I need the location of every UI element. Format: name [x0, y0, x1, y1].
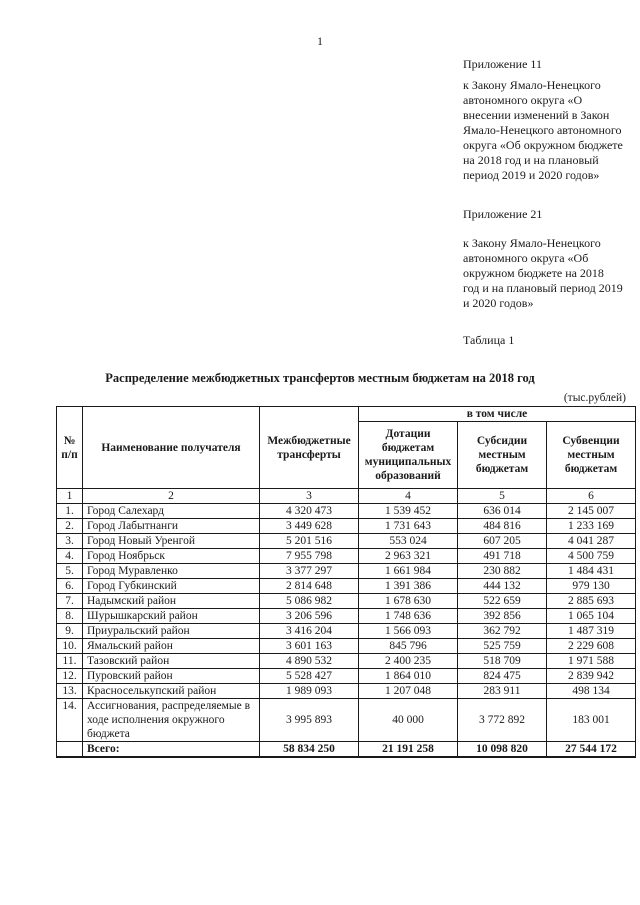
subsidies-value: 522 659 — [458, 594, 547, 609]
recipient-name: Город Салехард — [83, 504, 260, 519]
appendix-11-heading: Приложение 11 — [463, 57, 542, 71]
subsidies-value: 392 856 — [458, 609, 547, 624]
header-name: Наименование получателя — [83, 407, 260, 489]
dotations-value: 1 661 984 — [359, 564, 458, 579]
recipient-name: Тазовский район — [83, 654, 260, 669]
total-row — [57, 742, 636, 758]
table-row — [57, 594, 636, 609]
table-row — [57, 564, 636, 579]
recipient-name: Пуровский район — [83, 669, 260, 684]
recipient-name: Ямальский район — [83, 639, 260, 654]
total-subsidies-value: 10 098 820 — [458, 742, 547, 758]
transfers-value: 7 955 798 — [260, 549, 359, 564]
recipient-name: Ассигнования, распределяемые в ходе исполнения окружного бюджета — [83, 699, 260, 742]
table-row — [57, 699, 636, 742]
appendix-11-text: к Закону Ямало-Ненецкого автономного округа «О внесении изменений в Закон Ямало-Ненецкого автономного округа «Об окружном бюджете на 2018 год и на плановый период 2019 и 2020 годов» — [463, 78, 623, 182]
transfers-value: 3 449 628 — [260, 519, 359, 534]
transfers-value: 5 086 982 — [260, 594, 359, 609]
subventions-value: 1 233 169 — [547, 519, 636, 534]
dotations-value: 1 391 386 — [359, 579, 458, 594]
subsidies-value: 491 718 — [458, 549, 547, 564]
total-label: Всего: — [83, 742, 260, 758]
units-label: (тыс.рублей) — [563, 392, 626, 404]
transfers-value: 4 890 532 — [260, 654, 359, 669]
table-row — [57, 519, 636, 534]
dotations-value: 2 400 235 — [359, 654, 458, 669]
document-title: Распределение межбюджетных трансфертов местным бюджетам на 2018 год — [105, 371, 535, 385]
subventions-value: 2 229 608 — [547, 639, 636, 654]
dotations-value: 1 731 643 — [359, 519, 458, 534]
row-number: 9. — [57, 624, 83, 639]
total-empty — [57, 742, 83, 758]
table-row — [57, 684, 636, 699]
subventions-value: 4 500 759 — [547, 549, 636, 564]
subsidies-value: 607 205 — [458, 534, 547, 549]
dotations-value: 1 864 010 — [359, 669, 458, 684]
header-num: № п/п — [57, 407, 83, 489]
transfers-value: 2 814 648 — [260, 579, 359, 594]
recipient-name: Приуральский район — [83, 624, 260, 639]
subsidies-value: 518 709 — [458, 654, 547, 669]
column-index-row — [57, 489, 636, 504]
subventions-value: 1 065 104 — [547, 609, 636, 624]
recipient-name: Надымский район — [83, 594, 260, 609]
appendix-21-text: к Закону Ямало-Ненецкого автономного округа «Об окружном бюджете на 2018 год и на плановый период 2019 и 2020 годов» — [463, 236, 623, 310]
transfers-value: 3 995 893 — [260, 699, 359, 742]
subsidies-value: 362 792 — [458, 624, 547, 639]
row-number: 14. — [57, 699, 83, 742]
table-row — [57, 579, 636, 594]
subventions-value: 183 001 — [547, 699, 636, 742]
recipient-name: Красноселькупский район — [83, 684, 260, 699]
row-number: 6. — [57, 579, 83, 594]
subsidies-value: 230 882 — [458, 564, 547, 579]
subventions-value: 2 839 942 — [547, 669, 636, 684]
column-index: 2 — [83, 489, 260, 504]
dotations-value: 1 566 093 — [359, 624, 458, 639]
subsidies-value: 3 772 892 — [458, 699, 547, 742]
row-number: 13. — [57, 684, 83, 699]
recipient-name: Город Лабытнанги — [83, 519, 260, 534]
header-subsidies: Субсидии местным бюджетам — [458, 422, 547, 489]
recipient-name: Город Ноябрьск — [83, 549, 260, 564]
table-label: Таблица 1 — [463, 333, 515, 347]
subventions-value: 4 041 287 — [547, 534, 636, 549]
header-dotations: Дотации бюджетам муниципальных образований — [359, 422, 458, 489]
row-number: 7. — [57, 594, 83, 609]
table-row — [57, 639, 636, 654]
dotations-value: 2 963 321 — [359, 549, 458, 564]
column-index: 4 — [359, 489, 458, 504]
transfers-value: 5 201 516 — [260, 534, 359, 549]
transfers-table — [56, 406, 636, 758]
table-row — [57, 624, 636, 639]
dotations-value: 1 207 048 — [359, 684, 458, 699]
dotations-value: 1 539 452 — [359, 504, 458, 519]
table-row — [57, 534, 636, 549]
row-number: 1. — [57, 504, 83, 519]
header-including: в том числе — [359, 407, 636, 422]
subsidies-value: 444 132 — [458, 579, 547, 594]
subventions-value: 979 130 — [547, 579, 636, 594]
row-number: 8. — [57, 609, 83, 624]
total-transfers-value: 58 834 250 — [260, 742, 359, 758]
transfers-value: 4 320 473 — [260, 504, 359, 519]
transfers-value: 3 377 297 — [260, 564, 359, 579]
table-row — [57, 549, 636, 564]
header-subventions: Субвенции местным бюджетам — [547, 422, 636, 489]
subventions-value: 1 484 431 — [547, 564, 636, 579]
transfers-value: 3 416 204 — [260, 624, 359, 639]
recipient-name: Город Новый Уренгой — [83, 534, 260, 549]
row-number: 10. — [57, 639, 83, 654]
total-dotations-value: 21 191 258 — [359, 742, 458, 758]
header-transfers: Межбюджетные трансферты — [260, 407, 359, 489]
subsidies-value: 484 816 — [458, 519, 547, 534]
total-subventions-value: 27 544 172 — [547, 742, 636, 758]
page-number: 1 — [317, 34, 323, 48]
row-number: 11. — [57, 654, 83, 669]
recipient-name: Город Муравленко — [83, 564, 260, 579]
row-number: 5. — [57, 564, 83, 579]
dotations-value: 845 796 — [359, 639, 458, 654]
appendix-21-heading: Приложение 21 — [463, 207, 543, 221]
subventions-value: 2 145 007 — [547, 504, 636, 519]
dotations-value: 40 000 — [359, 699, 458, 742]
row-number: 3. — [57, 534, 83, 549]
subsidies-value: 636 014 — [458, 504, 547, 519]
transfers-value: 5 528 427 — [260, 669, 359, 684]
column-index: 6 — [547, 489, 636, 504]
dotations-value: 1 678 630 — [359, 594, 458, 609]
row-number: 2. — [57, 519, 83, 534]
table-row — [57, 654, 636, 669]
table-row — [57, 609, 636, 624]
column-index: 1 — [57, 489, 83, 504]
row-number: 12. — [57, 669, 83, 684]
subventions-value: 498 134 — [547, 684, 636, 699]
recipient-name: Город Губкинский — [83, 579, 260, 594]
table-row — [57, 669, 636, 684]
subsidies-value: 824 475 — [458, 669, 547, 684]
subsidies-value: 283 911 — [458, 684, 547, 699]
transfers-value: 3 206 596 — [260, 609, 359, 624]
subventions-value: 1 971 588 — [547, 654, 636, 669]
column-index: 3 — [260, 489, 359, 504]
subsidies-value: 525 759 — [458, 639, 547, 654]
dotations-value: 553 024 — [359, 534, 458, 549]
transfers-value: 3 601 163 — [260, 639, 359, 654]
row-number: 4. — [57, 549, 83, 564]
subventions-value: 1 487 319 — [547, 624, 636, 639]
column-index: 5 — [458, 489, 547, 504]
table-row — [57, 504, 636, 519]
recipient-name: Шурышкарский район — [83, 609, 260, 624]
dotations-value: 1 748 636 — [359, 609, 458, 624]
transfers-value: 1 989 093 — [260, 684, 359, 699]
subventions-value: 2 885 693 — [547, 594, 636, 609]
